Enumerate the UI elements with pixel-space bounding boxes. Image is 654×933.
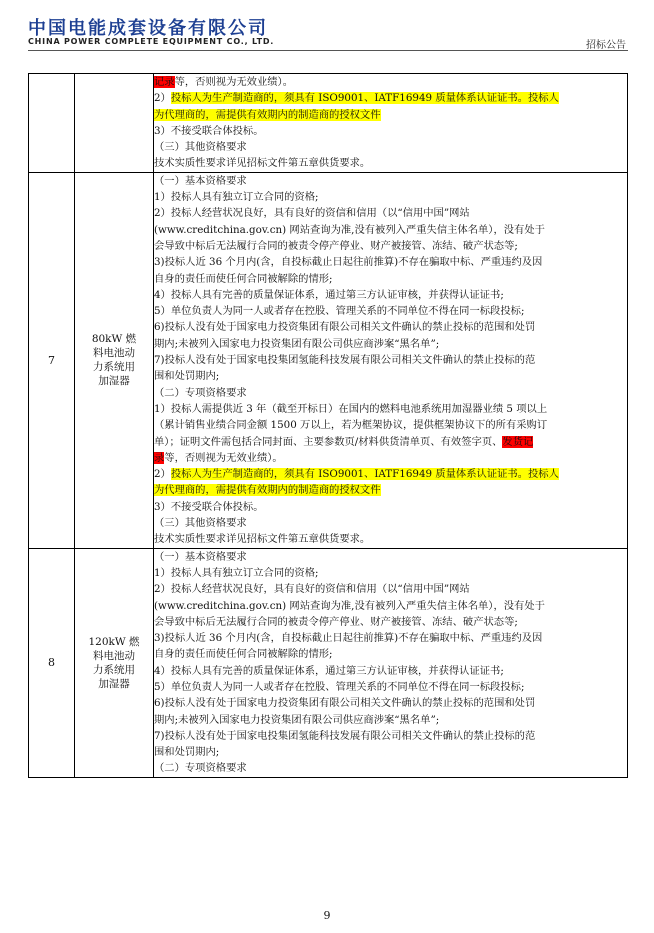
text-segment: 技术实质性要求详见招标文件第五章供货要求。 xyxy=(154,157,371,170)
highlighted-text: 为代理商的，需提供有效期内的制造商的授权文件 xyxy=(154,108,381,121)
text-segment: 3）不接受联合体投标。 xyxy=(154,124,264,137)
requirement-line xyxy=(154,598,627,614)
requirement-line xyxy=(154,368,627,384)
row-number-cell xyxy=(29,74,75,173)
highlighted-text: 为代理商的，需提供有效期内的制造商的授权文件 xyxy=(154,484,381,497)
item-name-line: 料电池动 xyxy=(93,649,135,662)
text-segment: 5）单位负责人为同一人或者存在控股、管理关系的不同单位不得在同一标段投标; xyxy=(154,680,525,693)
text-segment: 2）投标人经营状况良好，具有良好的资信和信用（以“信用中国”网站 xyxy=(154,583,470,596)
requirement-line xyxy=(154,385,627,401)
row-number-cell: 7 xyxy=(29,172,75,548)
text-segment: 期内;未被列入国家电力投资集团有限公司供应商涉案“黑名单”; xyxy=(154,337,440,350)
red-marked-text: 记录 xyxy=(154,76,175,88)
text-segment: (www.creditchina.gov.cn) 网站查询为准,没有被列入严重失信主体名单），没有处于 xyxy=(154,223,545,236)
item-name-line: 料电池动 xyxy=(93,347,135,360)
text-segment: 4）投标人具有完善的质量保证体系，通过第三方认证审核，并获得认证证书; xyxy=(154,288,504,301)
requirement-line xyxy=(154,417,627,433)
requirement-line xyxy=(154,744,627,760)
text-segment: （二）专项资格要求 xyxy=(154,386,247,399)
text-segment: 3)投标人近 36 个月内(含，自投标截止日起往前推算)不存在骗取中标、严重违约及因 xyxy=(154,632,543,645)
requirement-line xyxy=(154,646,627,662)
requirement-line xyxy=(154,581,627,597)
red-marked-text: 发货记 xyxy=(502,435,534,448)
text-segment: 等，否则视为无效业绩）。 xyxy=(174,76,294,88)
requirement-line xyxy=(154,499,627,515)
requirement-line xyxy=(154,679,627,695)
requirement-line xyxy=(154,760,627,776)
requirement-line xyxy=(154,434,627,450)
item-name-line: 加湿器 xyxy=(98,677,130,690)
table-row xyxy=(29,172,628,548)
text-segment: （二）专项资格要求 xyxy=(154,762,247,775)
text-segment: 2）投标人经营状况良好，具有良好的资信和信用（以“信用中国”网站 xyxy=(154,207,470,220)
requirement-line xyxy=(154,450,627,466)
text-segment: 7)投标人没有处于国家电投集团氢能科技发展有限公司相关文件确认的禁止投标的范 xyxy=(154,729,536,742)
requirement-line xyxy=(154,336,627,352)
requirement-line xyxy=(154,271,627,287)
row-number-cell: 8 xyxy=(29,548,75,777)
text-segment: 单）；证明文件需包括合同封面、主要参数页/材料供货清单页、有效签字页、 xyxy=(154,435,503,448)
text-segment: 期内;未被列入国家电力投资集团有限公司供应商涉案“黑名单”; xyxy=(154,713,440,726)
requirement-line xyxy=(154,107,627,123)
item-name-cell xyxy=(75,172,154,548)
text-segment: 等，否则视为无效业绩）。 xyxy=(164,451,283,464)
text-segment: 围和处罚期内; xyxy=(154,370,220,383)
text-segment: 6)投标人没有处于国家电力投资集团有限公司相关文件确认的禁止投标的范围和处罚 xyxy=(154,697,536,710)
text-segment: 自身的责任而使任何合同被解除的情形; xyxy=(154,272,333,285)
table-row xyxy=(29,548,628,777)
item-name-line: 120kW 燃 xyxy=(88,635,140,648)
requirement-line xyxy=(154,123,627,139)
requirement-line xyxy=(154,663,627,679)
page-number: 9 xyxy=(323,909,331,922)
requirement-line xyxy=(154,712,627,728)
item-name-cell xyxy=(75,548,154,777)
requirement-line xyxy=(154,549,627,565)
requirement-line xyxy=(154,531,627,547)
requirement-line xyxy=(154,254,627,270)
text-segment: （一）基本资格要求 xyxy=(154,174,247,187)
text-segment: 6)投标人没有处于国家电力投资集团有限公司相关文件确认的禁止投标的范围和处罚 xyxy=(154,321,536,334)
item-name-line: 力系统用 xyxy=(93,361,135,374)
text-segment: 1）投标人需提供近 3 年（截至开标日）在国内的燃料电池系统用加湿器业绩 5 项以上 xyxy=(154,402,548,415)
red-marked-text: 录 xyxy=(154,451,165,464)
requirement-line xyxy=(154,173,627,189)
requirement-line xyxy=(154,205,627,221)
requirement-line xyxy=(154,319,627,335)
requirements-cell xyxy=(154,172,628,548)
requirements-cell xyxy=(154,74,628,173)
text-segment: 1）投标人具有独立订立合同的资格; xyxy=(154,566,319,579)
qualification-table xyxy=(28,73,628,778)
company-name-cn: 中国电能成套设备有限公司 xyxy=(28,18,268,39)
text-segment: 1）投标人具有独立订立合同的资格; xyxy=(154,191,319,204)
text-segment: 围和处罚期内; xyxy=(154,746,220,759)
text-segment: 3)投标人近 36 个月内(含，自投标截止日起往前推算)不存在骗取中标、严重违约及因 xyxy=(154,256,543,269)
header-divider xyxy=(28,50,628,51)
text-segment: 3）不接受联合体投标。 xyxy=(154,500,264,513)
table-row xyxy=(29,74,628,173)
item-name-line: 80kW 燃 xyxy=(91,333,137,346)
requirement-line xyxy=(154,90,627,106)
highlighted-text: 投标人为生产制造商的，须具有 ISO9001、IATF16949 质量体系认证证书。投标人 xyxy=(170,468,559,481)
requirement-line xyxy=(154,189,627,205)
item-name-cell xyxy=(75,74,154,173)
requirement-line xyxy=(154,139,627,155)
requirement-line xyxy=(154,565,627,581)
item-name-line: 力系统用 xyxy=(93,663,135,676)
text-segment: 7)投标人没有处于国家电投集团氢能科技发展有限公司相关文件确认的禁止投标的范 xyxy=(154,354,536,367)
text-segment: （三）其他资格要求 xyxy=(154,141,247,154)
text-segment: 会导致中标后无法履行合同的被责令停产停业、财产被接管、冻结、破产状态等; xyxy=(154,239,518,252)
company-name-en: CHINA POWER COMPLETE EQUIPMENT CO., LTD. xyxy=(28,37,275,46)
requirement-line xyxy=(154,630,627,646)
requirement-line xyxy=(154,728,627,744)
requirement-line xyxy=(154,515,627,531)
text-segment: （三）其他资格要求 xyxy=(154,517,247,530)
text-segment: （累计销售业绩合同金额 1500 万以上，若为框架协议，提供框架协议下的所有采购订 xyxy=(154,419,548,432)
requirement-line xyxy=(154,287,627,303)
requirement-line xyxy=(154,614,627,630)
text-segment: 技术实质性要求详见招标文件第五章供货要求。 xyxy=(154,533,371,546)
requirement-line xyxy=(154,74,627,90)
highlighted-text: 投标人为生产制造商的，须具有 ISO9001、IATF16949 质量体系认证证书。投标人 xyxy=(170,92,559,105)
requirement-line xyxy=(154,352,627,368)
requirement-line xyxy=(154,695,627,711)
requirements-cell xyxy=(154,548,628,777)
text-segment: 自身的责任而使任何合同被解除的情形; xyxy=(154,648,333,661)
text-segment: 会导致中标后无法履行合同的被责令停产停业、财产被接管、冻结、破产状态等; xyxy=(154,615,518,628)
page-header xyxy=(28,10,628,52)
requirement-line xyxy=(154,401,627,417)
item-name-line: 加湿器 xyxy=(98,375,130,388)
document-type: 招标公告 xyxy=(586,40,626,51)
text-segment: 2） xyxy=(154,92,171,105)
text-segment: 4）投标人具有完善的质量保证体系，通过第三方认证审核，并获得认证证书; xyxy=(154,664,504,677)
text-segment: 5）单位负责人为同一人或者存在控股、管理关系的不同单位不得在同一标段投标; xyxy=(154,305,525,318)
requirement-line xyxy=(154,222,627,238)
requirement-line xyxy=(154,466,627,482)
requirement-line xyxy=(154,303,627,319)
requirement-line xyxy=(154,482,627,498)
text-segment: 2） xyxy=(154,468,171,481)
text-segment: （一）基本资格要求 xyxy=(154,550,247,563)
text-segment: (www.creditchina.gov.cn) 网站查询为准,没有被列入严重失信主体名单），没有处于 xyxy=(154,599,545,612)
requirement-line xyxy=(154,238,627,254)
requirement-line xyxy=(154,155,627,171)
